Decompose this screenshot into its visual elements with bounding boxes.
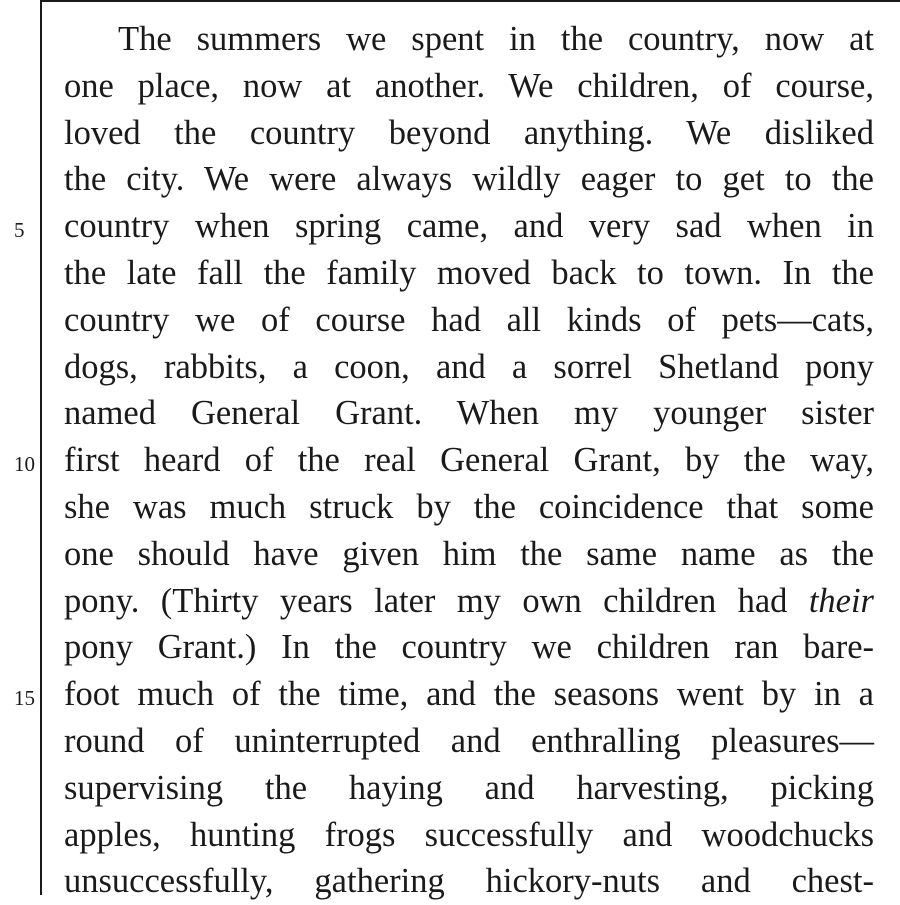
line-text: loved the country beyond anything. We disliked xyxy=(64,113,874,152)
line-text: country when spring came, and very sad when in xyxy=(64,207,874,246)
reading-passage xyxy=(14,16,874,905)
passage-line xyxy=(64,63,874,110)
passage-line xyxy=(64,16,874,63)
passage-line xyxy=(14,437,874,484)
line-text: country we of course had all kinds of pets—cats, xyxy=(64,300,874,339)
passage-line xyxy=(64,344,874,391)
line-number: 5 xyxy=(14,218,25,243)
passage-line xyxy=(64,624,874,671)
passage-line xyxy=(64,390,874,437)
line-text: supervising the haying and harvesting, picking xyxy=(64,768,874,807)
line-text: named General Grant. When my younger sister xyxy=(64,394,874,433)
line-text: foot much of the time, and the seasons went by in a xyxy=(64,675,874,714)
line-text: first heard of the real General Grant, by the way, xyxy=(64,441,874,480)
line-text-italic: their xyxy=(808,581,874,620)
passage-line xyxy=(14,671,874,718)
line-text-regular: pony. (Thirty years later my own children had xyxy=(64,581,809,620)
line-number: 10 xyxy=(14,452,35,477)
line-text: The summers we spent in the country, now at xyxy=(118,20,874,58)
line-text: dogs, rabbits, a coon, and a sorrel Shetland pony xyxy=(64,347,874,386)
line-text: apples, hunting frogs successfully and woodchucks xyxy=(64,815,874,854)
passage-line xyxy=(64,250,874,297)
passage-line xyxy=(14,203,874,250)
line-text: one place, now at another. We children, of course, xyxy=(64,66,874,105)
line-text: the late fall the family moved back to town. In the xyxy=(64,253,874,292)
passage-line xyxy=(64,484,874,531)
line-text: she was much struck by the coincidence that some xyxy=(64,487,874,526)
line-text: pony Grant.) In the country we children ran bare- xyxy=(64,628,874,667)
passage-line xyxy=(64,858,874,905)
passage-line xyxy=(64,578,874,625)
passage-line xyxy=(64,812,874,859)
passage-line xyxy=(64,110,874,157)
line-text: one should have given him the same name as the xyxy=(64,534,874,573)
passage-line xyxy=(64,531,874,578)
passage-line xyxy=(64,765,874,812)
line-text xyxy=(64,578,874,625)
line-text: unsuccessfully, gathering hickory-nuts and chest- xyxy=(64,862,874,901)
line-text: the city. We were always wildly eager to get to the xyxy=(64,160,874,199)
passage-line xyxy=(64,156,874,203)
passage-line xyxy=(64,297,874,344)
line-number: 15 xyxy=(14,686,35,711)
line-text: round of uninterrupted and enthralling pleasures— xyxy=(64,721,874,760)
passage-line xyxy=(64,718,874,765)
